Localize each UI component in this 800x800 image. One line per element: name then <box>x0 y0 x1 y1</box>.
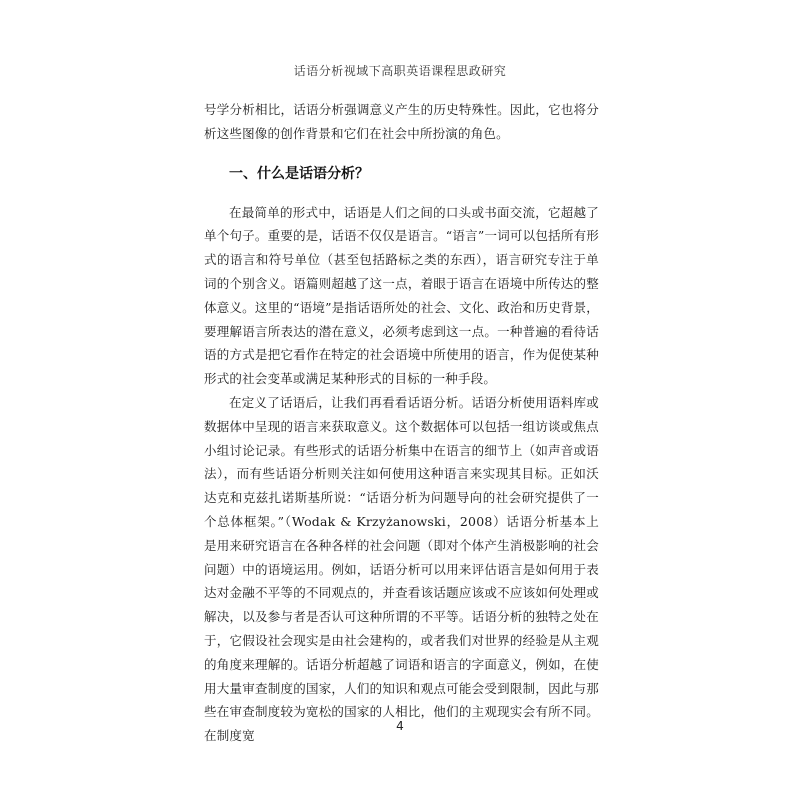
section-heading: 一、什么是话语分析？ <box>229 165 369 182</box>
paragraph-intro: 号学分析相比，话语分析强调意义产生的历史特殊性。因此，它也将分析这些图像的创作背景和它们在社会中所扮演的角色。 <box>204 102 599 141</box>
page-body <box>204 98 599 748</box>
paragraph-analysis: 在定义了话语后，让我们再看看话语分析。话语分析使用语料库或数据体中呈现的语言来获取意义。这个数据体可以包括一组访谈或焦点小组讨论记录。有些形式的话语分析集中在语言的细节上（如声音或语法），而有些话语分析则关注如何使用这种语言来实现其目标。正如沃达克和克兹扎诺斯基所说：“话语分析为问题导向的社会研究提供了一个总体框架。”（Wodak & Krzyżanowski，2008）话语分析基本上是用来研究语言在各种各样的社会问题（即对个体产生消极影响的社会问题）中的语境运用。例如，话语分析可以用来评估语言是如何用于表达对金融不平等的不同观点的，并查看该话题应该或不应该如何处理或解决，以及参与者是否认可这种所谓的不平等。话语分析的独特之处在于，它假设社会现实是由社会建构的，或者我们对世界的经验是从主观的角度来理解的。话语分析超越了词语和语言的字面意义，例如，在使用大量审查制度的国家，人们的知识和观点可能会受到限制，因此与那些在审查制度较为宽松的国家的人相比，他们的主观现实会有所不同。在制度宽 <box>204 394 599 744</box>
paragraph-definition: 在最简单的形式中，话语是人们之间的口头或书面交流，它超越了单个句子。重要的是，话语不仅仅是语言。“语言”一词可以包括所有形式的语言和符号单位（甚至包括路标之类的东西），语言研究专注于单词的个别含义。语篇则超越了这一点，着眼于语言在语境中所传达的整体意义。这里的“语境”是指话语所处的社会、文化、政治和历史背景，要理解语言所表达的潜在意义，必须考虑到这一点。一种普遍的看待话语的方式是把它看作在特定的社会语境中所使用的语言，作为促使某种形式的社会变革或满足某种形式的目标的一种手段。 <box>204 204 599 387</box>
running-header: 话语分析视域下高职英语课程思政研究 <box>293 64 507 78</box>
page-number: 4 <box>396 719 404 733</box>
